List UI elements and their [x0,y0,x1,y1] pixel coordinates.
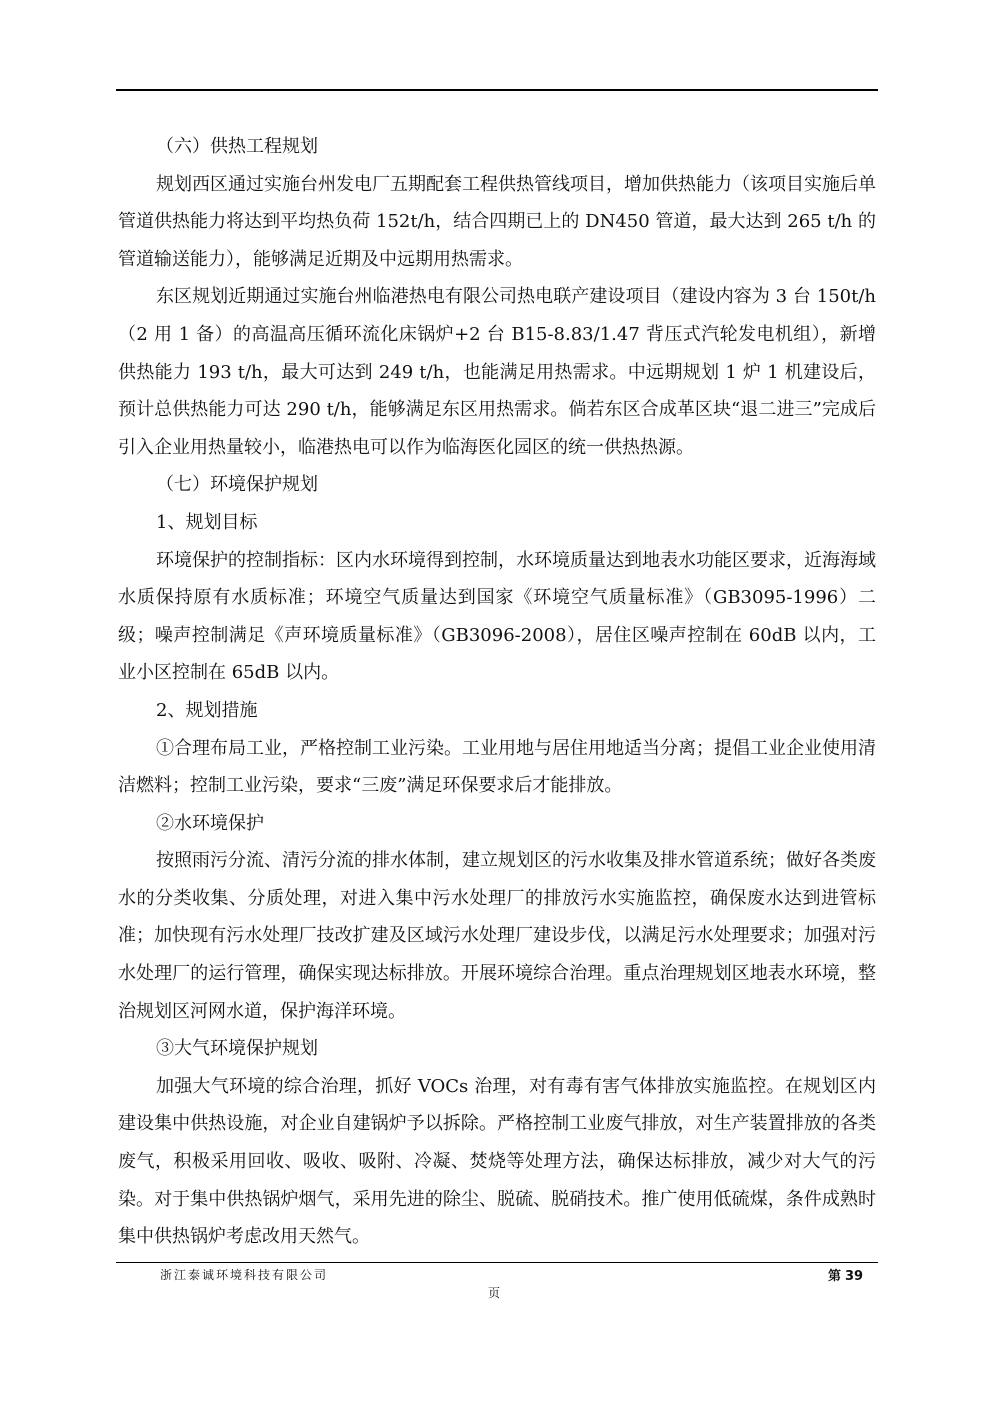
paragraph-air-protection: 加强大气环境的综合治理，抓好 VOCs 治理，对有毒有害气体排放实施监控。在规划区内建设集中供热设施，对企业自建锅炉予以拆除。严格控制工业废气排放，对生产装置排放的各类废气，积极采用回收、吸收、吸附、冷凝、焚烧等处理方法，确保达标排放，减少对大气的污染。对于集中供热锅炉烟气，采用先进的除尘、脱硫、脱硝技术。推广使用低硫煤，条件成熟时集中供热锅炉考虑改用天然气。 [118,1075,876,1248]
page-number: 39 [845,1269,864,1284]
heading-measures: 2、规划措施 [156,699,258,721]
page-prefix: 第 [828,1269,842,1284]
heading-environment: （七）环境保护规划 [156,474,318,496]
paragraph-measure-1: ①合理布局工业，严格控制工业污染。工业用地与居住用地适当分离；提倡工业企业使用清洁燃料；控制工业污染，要求“三废”满足环保要求后才能排放。 [118,737,876,797]
heading-water-protection: ②水环境保护 [156,812,264,834]
paragraph-water-protection: 按照雨污分流、清污分流的排水体制，建立规划区的污水收集及排水管道系统；做好各类废水的分类收集、分质处理，对进入集中污水处理厂的排放污水实施监控，确保废水达到进管标准；加快现有污水处理厂技改扩建及区域污水处理厂建设步伐，以满足污水处理要求；加强对污水处理厂的运行管理，确保实现达标排放。开展环境综合治理。重点治理规划区地表水环境，整治规划区河网水道，保护海洋环境。 [118,850,876,1022]
heading-air-protection: ③大气环境保护规划 [156,1038,318,1060]
paragraph-heat-west: 规划西区通过实施台州发电厂五期配套工程供热管线项目，增加供热能力（该项目实施后单管道供热能力将达到平均热负荷 152t/h，结合四期已上的 DN450 管道，最大达到 265 t/h 的管道输送能力），能够满足近期及中远期用热需求。 [118,173,876,270]
footer-rule [116,1262,878,1263]
page-suffix: 页 [488,1286,501,1300]
heading-heat-supply: （六）供热工程规划 [156,136,318,157]
paragraph-goals: 环境保护的控制指标：区内水环境得到控制，水环境质量达到地表水功能区要求，近海海域水质保持原有水质标准；环境空气质量达到国家《环境空气质量标准》（GB3095-1996）二级；噪声控制满足《声环境质量标准》（GB3096-2008），居住区噪声控制在 60dB 以内，工业小区控制在 65dB 以内。 [118,549,876,684]
document-body [118,128,876,1256]
footer-page-number [828,1265,863,1284]
paragraph-heat-east: 东区规划近期通过实施台州临港热电有限公司热电联产建设项目（建设内容为 3 台 150t/h（2 用 1 备）的高温高压循环流化床锅炉+2 台 B15-8.83/1.47 背压式汽轮发电机组），新增供热能力 193 t/h，最大可达到 249 t/h，也能满足用热需求。中远期规划 1 炉 1 机建设后，预计总供热能力可达 290 t/h，能够满足东区用热需求。倘若东区合成革区块“退二进三”完成后引入企业用热量较小，临港热电可以作为临海医化园区的统一供热热源。 [118,286,876,458]
footer-company: 浙江泰诚环境科技有限公司 [160,1268,329,1282]
heading-goals: 1、规划目标 [156,511,258,533]
header-rule [116,89,878,91]
